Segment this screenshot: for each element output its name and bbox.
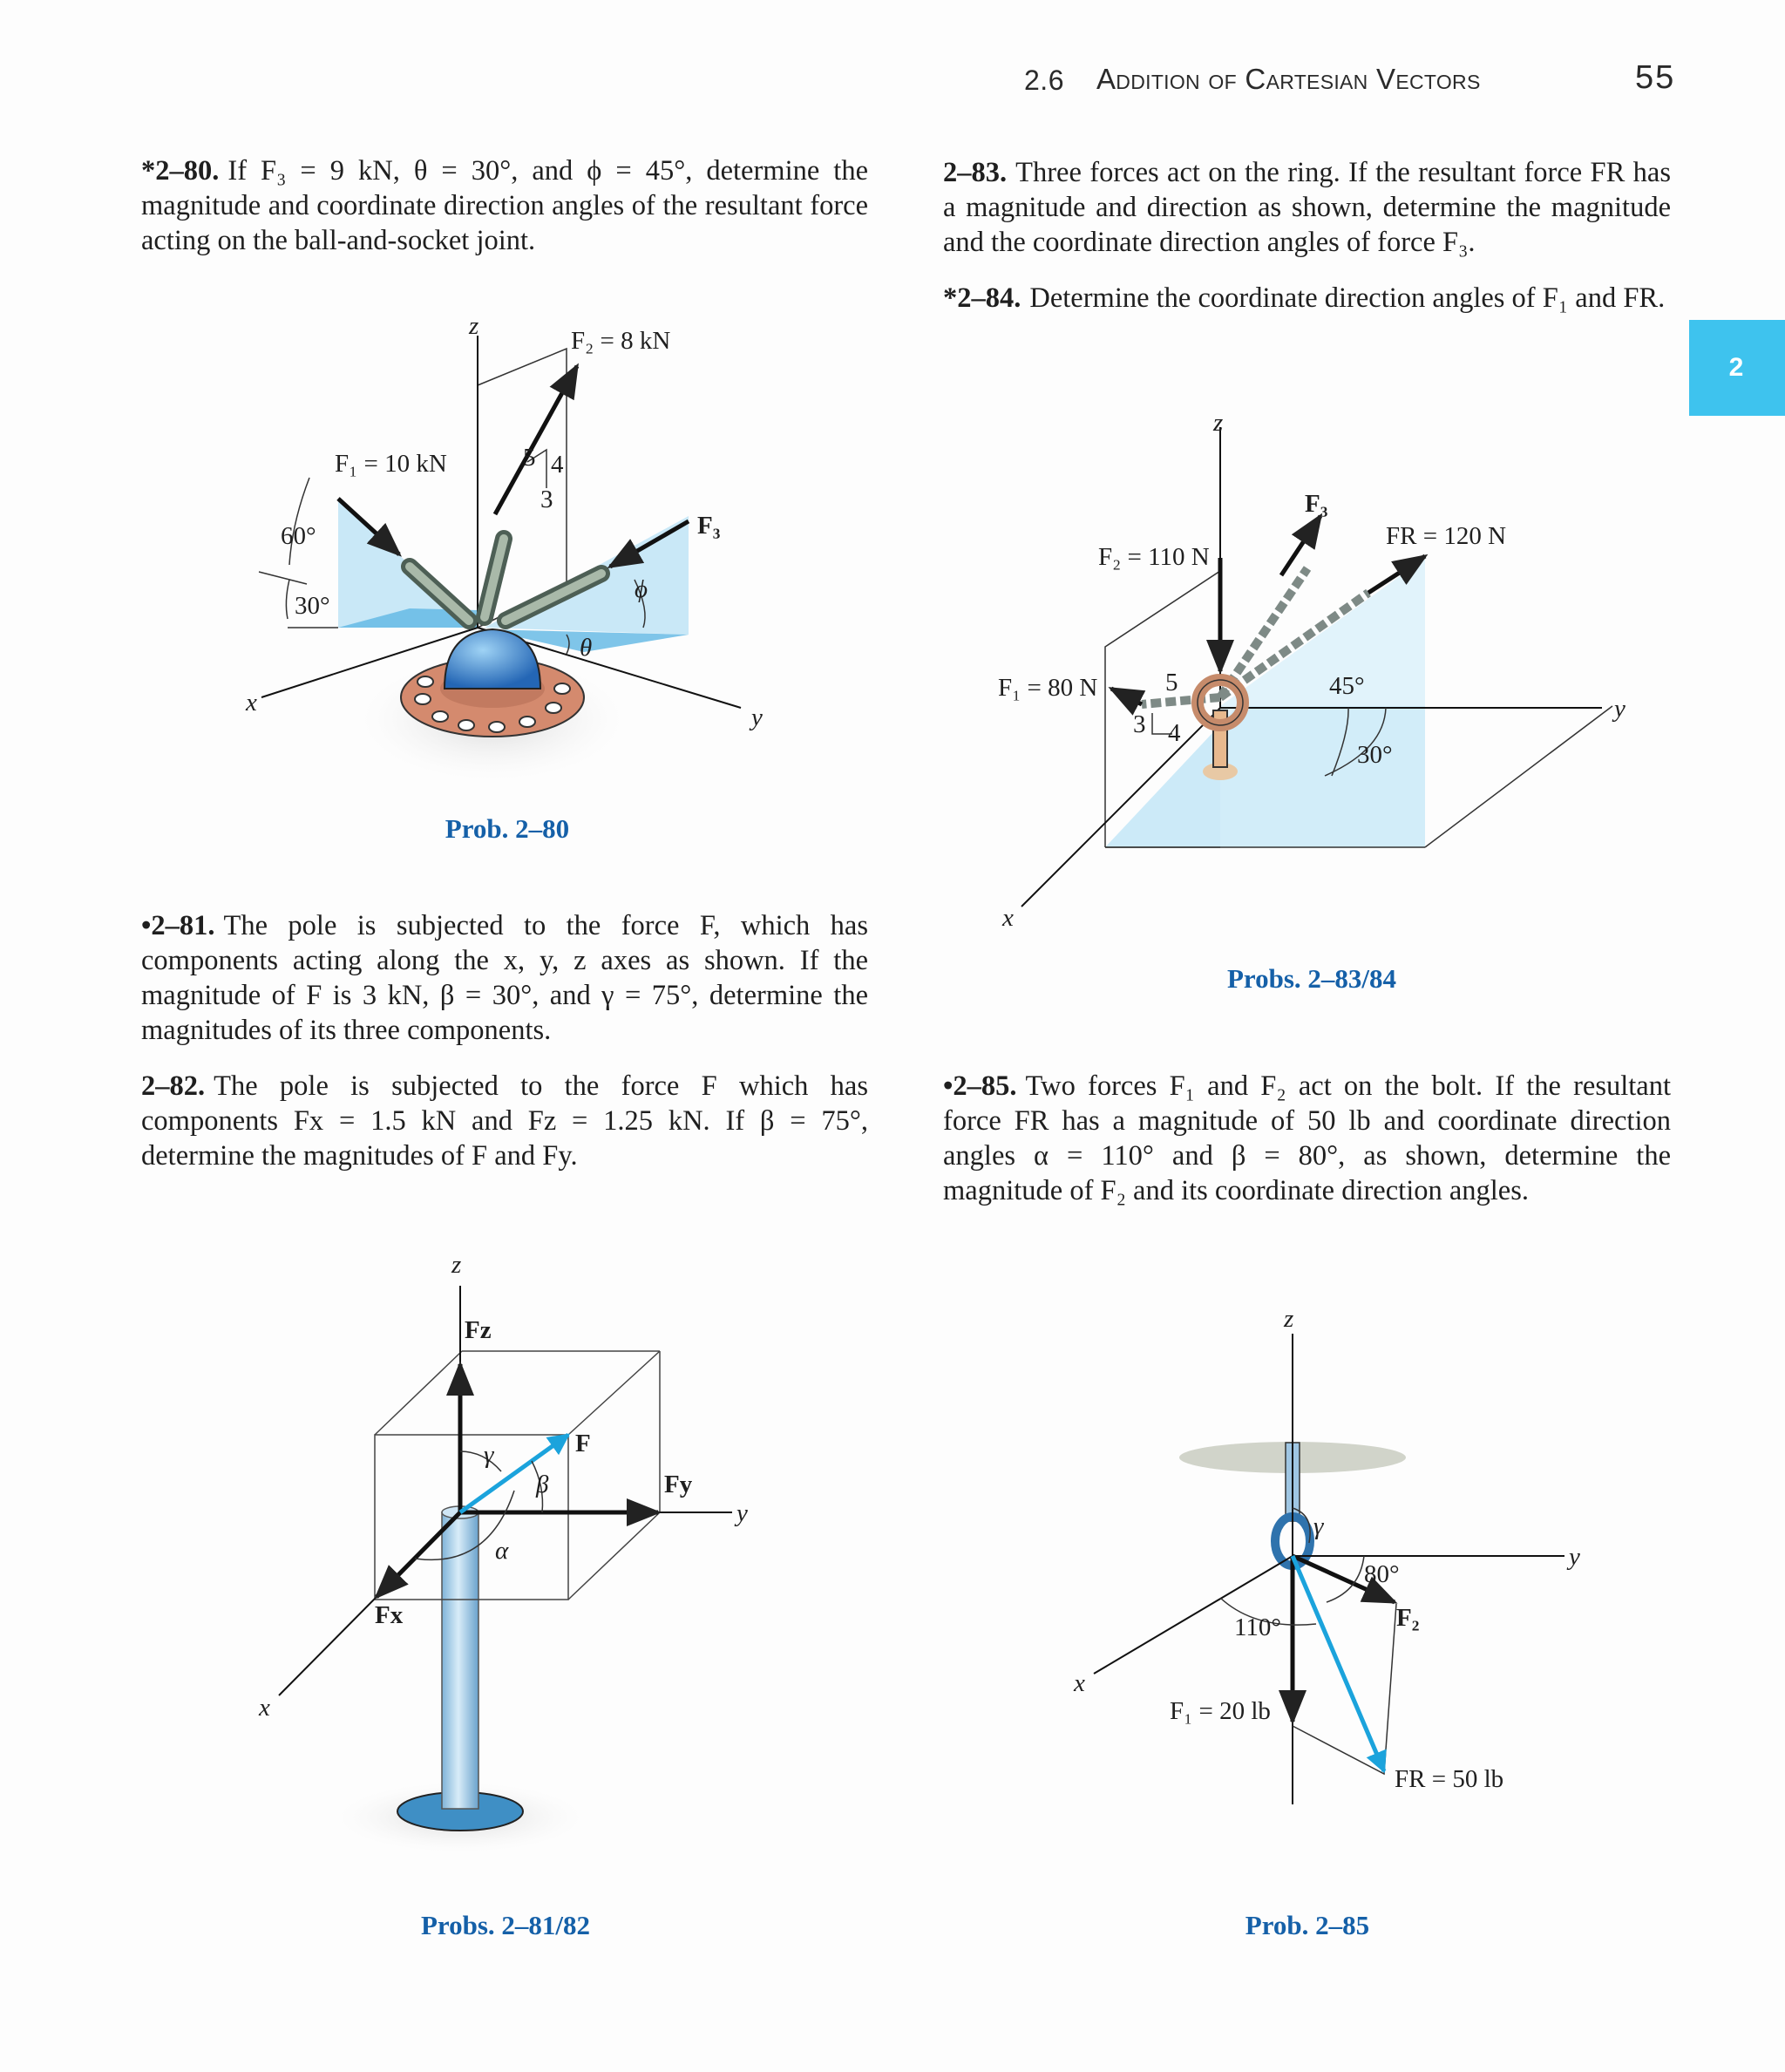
problem-text: Three forces act on the ring. If the resultant force FR has a magnitude and direction as shown, determine the magnitude and the coordinate direction angles of force F₃.	[943, 157, 1671, 258]
f3-label: F₃	[697, 512, 721, 540]
angle-30-label: 30°	[295, 592, 330, 620]
gamma-arc	[460, 1451, 501, 1471]
problem-number: *2–80.	[141, 155, 220, 187]
y-axis-label: y	[751, 703, 763, 731]
slope-4: 4	[551, 451, 564, 479]
z-axis-label: z	[1213, 409, 1224, 437]
x-axis-label: x	[259, 1694, 270, 1722]
f2-label: F₂ = 8 kN	[571, 327, 671, 355]
f2-label: F₂	[1396, 1604, 1420, 1632]
section-title: Addition of Cartesian Vectors	[1096, 63, 1481, 95]
slope-5: 5	[1165, 669, 1178, 696]
angle-45-label: 45°	[1329, 672, 1365, 700]
problem-number: 2–82.	[141, 1070, 206, 1102]
angle-80-label: 80°	[1364, 1560, 1400, 1588]
f1-label: F₁ = 80 N	[998, 674, 1098, 702]
f3-arrow	[1281, 516, 1320, 575]
x-axis-label: x	[1074, 1669, 1085, 1697]
problem-number: •2–85.	[943, 1070, 1017, 1102]
fx-label: Fx	[375, 1601, 404, 1629]
problem-text: Two forces F₁ and F₂ act on the bolt. If the resultant force FR has a magnitude of 50 lb and coordinate direction angles α = 110° and β = 80°, as shown, determine the magnitude of F₂ and its coordinate direction angles.	[943, 1070, 1671, 1206]
x-axis-label: x	[1002, 904, 1014, 932]
chain-f1	[1142, 697, 1220, 704]
fy-label: Fy	[664, 1471, 693, 1498]
parallelogram	[1293, 1604, 1396, 1774]
slope-4: 4	[1168, 719, 1181, 747]
f3-label: F₃	[1305, 490, 1328, 518]
fr-label: FR = 120 N	[1386, 522, 1507, 550]
y-axis-label: y	[1569, 1543, 1580, 1571]
z-axis-label: z	[1284, 1305, 1294, 1333]
figure-2-85	[1073, 1305, 1580, 1804]
pole	[442, 1512, 478, 1809]
figure-2-80	[245, 312, 763, 780]
f1-arrow	[1111, 689, 1142, 704]
angle-110-label: 110°	[1234, 1613, 1282, 1641]
problem-number: *2–84.	[943, 282, 1021, 314]
f1-label: F₁ = 10 kN	[335, 450, 447, 478]
chapter-tab-label: 2	[1728, 353, 1744, 382]
theta-label: θ	[580, 634, 593, 662]
f-label: F	[575, 1430, 591, 1457]
component-box	[375, 1351, 660, 1600]
problem-text: Determine the coordinate direction angles of F₁ and FR.	[1029, 282, 1666, 314]
x-axis-label: x	[246, 689, 257, 717]
vertical-plane	[1220, 558, 1425, 847]
alpha-label: α	[495, 1537, 509, 1565]
caption-probs-2-81-82: Probs. 2–81/82	[420, 1910, 591, 1940]
problem-number: •2–81.	[141, 910, 215, 941]
angle-60-label: 60°	[281, 522, 316, 550]
fr-label: FR = 50 lb	[1395, 1765, 1504, 1793]
phi-label: ϕ	[635, 575, 648, 603]
z-axis-label: z	[451, 1251, 462, 1279]
problem-number: 2–83.	[943, 157, 1008, 188]
section-number: 2.6	[1024, 65, 1064, 96]
caption-prob-2-85: Prob. 2–85	[1245, 1910, 1370, 1940]
f-arrow	[460, 1435, 568, 1512]
beta-label: β	[536, 1471, 549, 1498]
y-axis-label: y	[1614, 695, 1626, 723]
problem-text: If F₃ = 9 kN, θ = 30°, and ϕ = 45°, determine the magnitude and coordinate direction angles of the resultant force acting on the ball-and-socket joint.	[141, 155, 868, 256]
f1-label: F₁ = 20 lb	[1170, 1697, 1271, 1725]
figure-2-83-84	[998, 409, 1626, 932]
fr-arrow	[1293, 1556, 1384, 1771]
f2-label: F₂ = 110 N	[1098, 543, 1210, 571]
slope-3: 3	[540, 486, 553, 513]
angle-60-arc	[289, 478, 309, 565]
figure-2-81-82	[258, 1251, 748, 1852]
gamma-label: γ	[1313, 1512, 1324, 1540]
problem-text: The pole is subjected to the force F, which has components acting along the x, y, z axes as shown. If the magnitude of F is 3 kN, β = 30°, and γ = 75°, determine the magnitudes of its three components.	[141, 910, 868, 1046]
z-axis-label: z	[469, 312, 479, 340]
gamma-label: γ	[484, 1441, 494, 1469]
angle-30-label: 30°	[1357, 741, 1393, 769]
slope-5: 5	[523, 444, 536, 472]
problem-text: The pole is subjected to the force F which has components Fx = 1.5 kN and Fz = 1.25 kN. If β = 75°, determine the magnitudes of F and Fy.	[141, 1070, 868, 1172]
caption-probs-2-83-84: Probs. 2–83/84	[1226, 963, 1397, 994]
y-axis-label: y	[736, 1499, 748, 1527]
f2-arrow	[495, 366, 577, 514]
slope-3: 3	[1133, 710, 1146, 738]
fz-label: Fz	[465, 1316, 492, 1344]
caption-prob-2-80: Prob. 2–80	[445, 813, 570, 844]
angle-30-arc	[286, 580, 289, 619]
page-number: 55	[1635, 59, 1676, 96]
